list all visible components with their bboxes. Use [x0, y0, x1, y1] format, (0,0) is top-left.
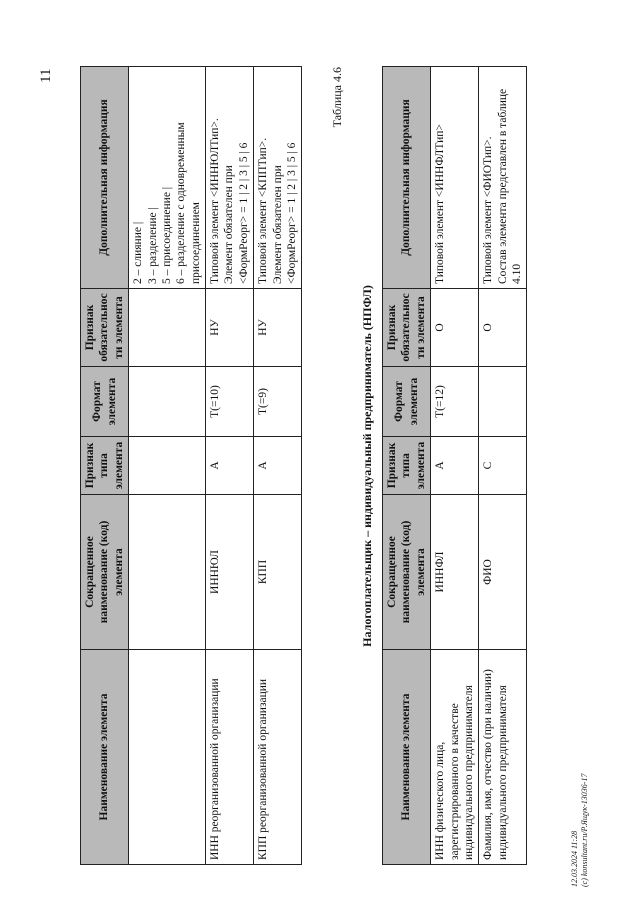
cell-required: О — [479, 289, 527, 367]
cell-info — [479, 67, 527, 289]
table-row-continuation — [129, 67, 206, 865]
info-line: Типовой элемент <ИННФЛТип> — [434, 124, 447, 284]
info-line: Типовой элемент <КППТип>. — [257, 137, 270, 284]
cell-required: НУ — [206, 289, 254, 367]
cell-type: А — [431, 437, 479, 495]
col-header-format: Формат элемента — [81, 367, 129, 437]
cell-format: T(=9) — [254, 367, 302, 437]
col-header-info: Дополнительная информация — [383, 67, 431, 289]
col-header-type: Признак типа элемента — [81, 437, 129, 495]
table-title: Налогоплательщик – индивидуальный предприниматель (НПФЛ) — [360, 285, 374, 647]
cell-empty — [129, 650, 206, 865]
stamp-source: (c) konsultant.ru/Р.Ящук-13036-17 — [580, 773, 589, 887]
table-row — [254, 67, 302, 865]
info-line: Типовой элемент <ИННЮЛТип>. — [209, 118, 221, 284]
cell-code: ФИО — [479, 495, 527, 650]
cell-info — [254, 67, 302, 289]
info-line: Элемент обязателен при — [223, 165, 236, 284]
table-continuation — [80, 66, 302, 865]
col-header-format: Формат элемента — [383, 367, 431, 437]
cell-info — [129, 67, 206, 289]
info-line: 6 – разделение с одновременным присоединением — [175, 122, 202, 284]
cell-code: КПП — [254, 495, 302, 650]
col-header-info: Дополнительная информация — [81, 67, 129, 289]
page-number: 11 — [38, 68, 54, 83]
cell-type: А — [206, 437, 254, 495]
cell-name: ИНН реорганизованной организации — [206, 650, 254, 865]
table-header-row — [383, 67, 431, 865]
cell-name: ИНН физического лица, зарегистрированного в качестве индивидуального предпринимателя — [431, 650, 479, 865]
table-npfl — [382, 66, 527, 865]
print-stamp — [570, 727, 590, 887]
col-header-name: Наименование элемента — [383, 650, 431, 865]
cell-name: Фамилия, имя, отчество (при наличии) индивидуального предпринимателя — [479, 650, 527, 865]
col-header-name: Наименование элемента — [81, 650, 129, 865]
info-line: 5 – присоединение | — [160, 186, 173, 284]
col-header-required: Признак обязательности элемента — [383, 289, 431, 367]
info-line: Состав элемента представлен в таблице 4.10 — [496, 88, 523, 284]
cell-format: T(=12) — [431, 367, 479, 437]
cell-empty — [129, 495, 206, 650]
table-row — [479, 67, 527, 865]
cell-info — [431, 67, 479, 289]
cell-empty — [129, 289, 206, 367]
col-header-required: Признак обязательности элемента — [81, 289, 129, 367]
info-line: 3 – разделение | — [146, 207, 159, 284]
cell-type: С — [479, 437, 527, 495]
col-header-code: Сокращенное наименование (код) элемента — [81, 495, 129, 650]
col-header-code: Сокращенное наименование (код) элемента — [383, 495, 431, 650]
cell-code: ИННЮЛ — [206, 495, 254, 650]
table-row — [431, 67, 479, 865]
cell-code: ИННФЛ — [431, 495, 479, 650]
cell-info — [206, 67, 254, 289]
col-header-type: Признак типа элемента — [383, 437, 431, 495]
table-number: Таблица 4.6 — [330, 67, 344, 128]
info-line: Элемент обязателен при — [271, 165, 284, 284]
info-line: <ФормРеорг> = 1 | 2 | 3 | 5 | 6 — [285, 142, 298, 284]
table-header-row — [81, 67, 129, 865]
info-line: Типовой элемент <ФИОТип>. — [482, 136, 495, 284]
cell-name: КПП реорганизованной организации — [254, 650, 302, 865]
cell-format — [479, 367, 527, 437]
cell-format: T(=10) — [206, 367, 254, 437]
cell-type: А — [254, 437, 302, 495]
stamp-date: 12.03.2024 11:28 — [570, 830, 579, 887]
cell-required: НУ — [254, 289, 302, 367]
info-line: 2 – слияние | — [132, 221, 145, 284]
info-line: <ФормРеорг> = 1 | 2 | 3 | 5 | 6 — [237, 142, 250, 284]
cell-empty — [129, 437, 206, 495]
cell-empty — [129, 367, 206, 437]
cell-required: О — [431, 289, 479, 367]
table-row — [206, 67, 254, 865]
